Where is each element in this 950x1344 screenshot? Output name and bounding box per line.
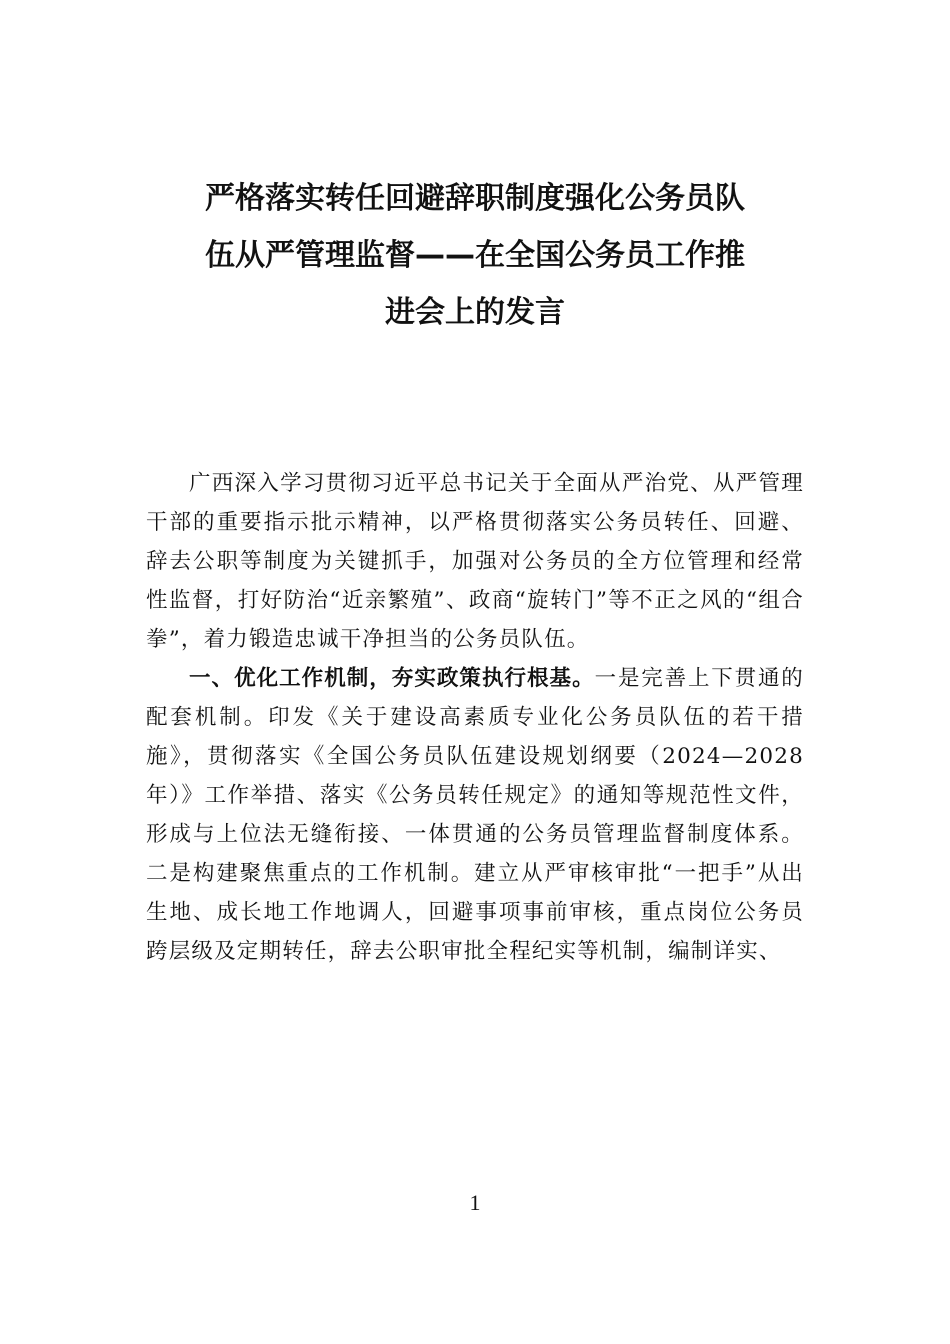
document-title xyxy=(150,170,800,341)
section-1-body: 一是完善上下贯通的配套机制。印发《关于建设高素质专业化公务员队伍的若干措施》，贯彻落实《全国公务员队伍建设规划纲要（2024—2028年）》工作举措、落实《公务员转任规定》的通知等规范性文件，形成与上位法无缝衔接、一体贯通的公务员管理监督制度体系。二是构建聚焦重点的工作机制。建立从严审核审批“一把手”从出生地、成长地工作地调人，回避事项事前审核，重点岗位公务员跨层级及定期转任，辞去公职审批全程纪实等机制，编制详实、 xyxy=(146,666,804,964)
paragraph-intro: 广西深入学习贯彻习近平总书记关于全面从严治党、从严管理干部的重要指示批示精神，以严格贯彻落实公务员转任、回避、辞去公职等制度为关键抓手，加强对公务员的全方位管理和经常性监督，打好防治“近亲繁殖”、政商“旋转门”等不正之风的“组合拳”，着力锻造忠诚干净担当的公务员队伍。 xyxy=(146,471,804,652)
page-number: 1 xyxy=(469,1190,481,1215)
section-1-heading: 一、优化工作机制，夯实政策执行根基。 xyxy=(189,666,595,691)
title-line-3: 进会上的发言 xyxy=(385,295,565,330)
paragraph-section-1 xyxy=(146,659,804,971)
title-line-1: 严格落实转任回避辞职制度强化公务员队 xyxy=(205,181,745,216)
title-line-2: 伍从严管理监督——在全国公务员工作推 xyxy=(205,238,745,273)
document-body xyxy=(146,464,804,971)
